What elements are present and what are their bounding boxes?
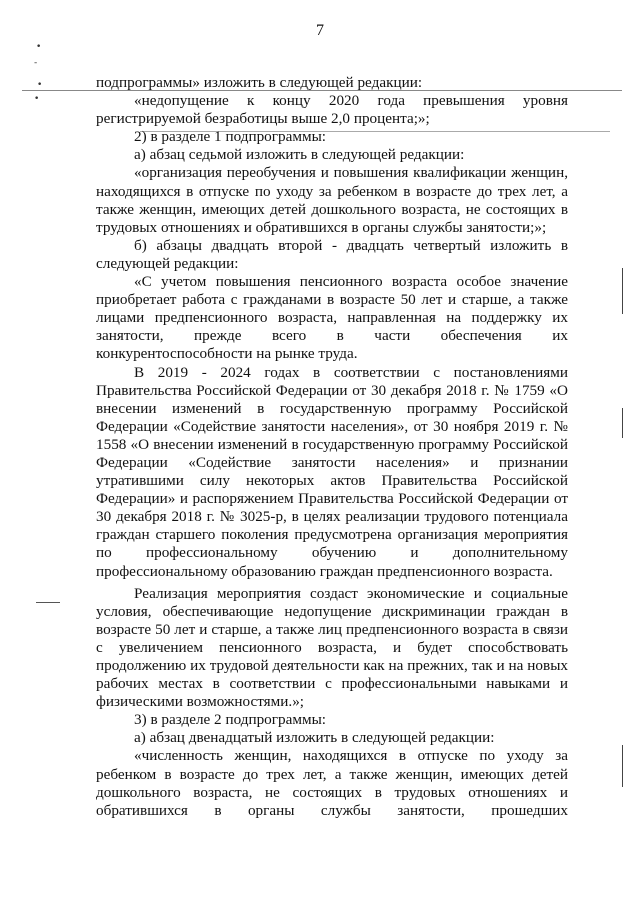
paragraph: Реализация мероприятия создаст экономические и социальные условия, обеспечивающие недопущение дискриминации граждан в возрасте 50 лет и старше, а также лиц предпенсионного возраста в связи с увеличением пенсионного возраста, и будет способствовать продолжению их трудовой деятельности как на прежних, так и на новых рабочих местах в соответствии с профессиональными навыками и физическими возможностями.»; bbox=[96, 584, 568, 711]
paragraph: 3) в разделе 2 подпрограммы: bbox=[134, 711, 326, 729]
scan-margin-bar bbox=[622, 745, 623, 787]
scan-mark: • bbox=[37, 80, 43, 90]
scan-margin-bar bbox=[622, 408, 623, 438]
scan-mark: • bbox=[36, 42, 42, 52]
document-body bbox=[96, 74, 568, 820]
paragraph: «недопущение к концу 2020 года превышения уровня регистрируемой безработицы выше 2,0 процента;»; bbox=[96, 92, 568, 128]
paragraph: В 2019 - 2024 годах в соответствии с постановлениями Правительства Российской Федерации от 30 декабря 2018 г. № 1759 «О внесении изменений в государственную программу Российской Федерации «Содействие занятости населения», от 30 ноября 2019 г. № 1558 «О внесении изменений в государственную программу Российской Федерации «Содействие занятости населения» и признании утратившими силу некоторых актов Правительства Российской Федерации» и распоряжением Правительства Российской Федерации от 30 декабря 2018 г. № 3025-р, в целях реализации трудового потенциала граждан старшего поколения предусмотрена организация мероприятия по профессиональному обучению и дополнительному профессиональному образованию граждан предпенсионного возраста. bbox=[96, 363, 568, 580]
paragraph: «С учетом повышения пенсионного возраста особое значение приобретает работа с гражданами в возрасте 50 лет и старше, а также лицами предпенсионного возраста, направленная на поддержку их занятости, прежде всего в части обеспечения их конкурентоспособности на рынке труда. bbox=[96, 273, 568, 363]
paragraph: а) абзац двенадцатый изложить в следующей редакции: bbox=[134, 729, 495, 747]
paragraph: «численность женщин, находящихся в отпуске по уходу за ребенком в возрасте до трех лет, а также женщин, имеющих детей дошкольного возраста, не состоящих в трудовых отношениях и обратившихся в органы службы занятости, прошедших bbox=[96, 747, 568, 819]
paragraph: подпрограммы» изложить в следующей редакции: bbox=[96, 74, 423, 91]
scan-mark: • bbox=[34, 94, 40, 104]
paragraph: «организация переобучения и повышения квалификации женщин, находящихся в отпуске по уходу за ребенком в возрасте до трех лет, а также женщин, имеющих детей дошкольного возраста, не состоящих в трудовых отношениях и обратившихся в органы службы занятости;»; bbox=[96, 164, 568, 236]
scan-mark: - bbox=[34, 58, 38, 68]
page-number: 7 bbox=[316, 22, 324, 39]
paragraph: 2) в разделе 1 подпрограммы: bbox=[134, 128, 326, 146]
scan-margin-bar bbox=[622, 268, 623, 314]
paragraph: б) абзацы двадцать второй - двадцать четвертый изложить в следующей редакции: bbox=[96, 236, 568, 272]
scan-line bbox=[36, 602, 60, 603]
paragraph: а) абзац седьмой изложить в следующей редакции: bbox=[134, 146, 465, 164]
